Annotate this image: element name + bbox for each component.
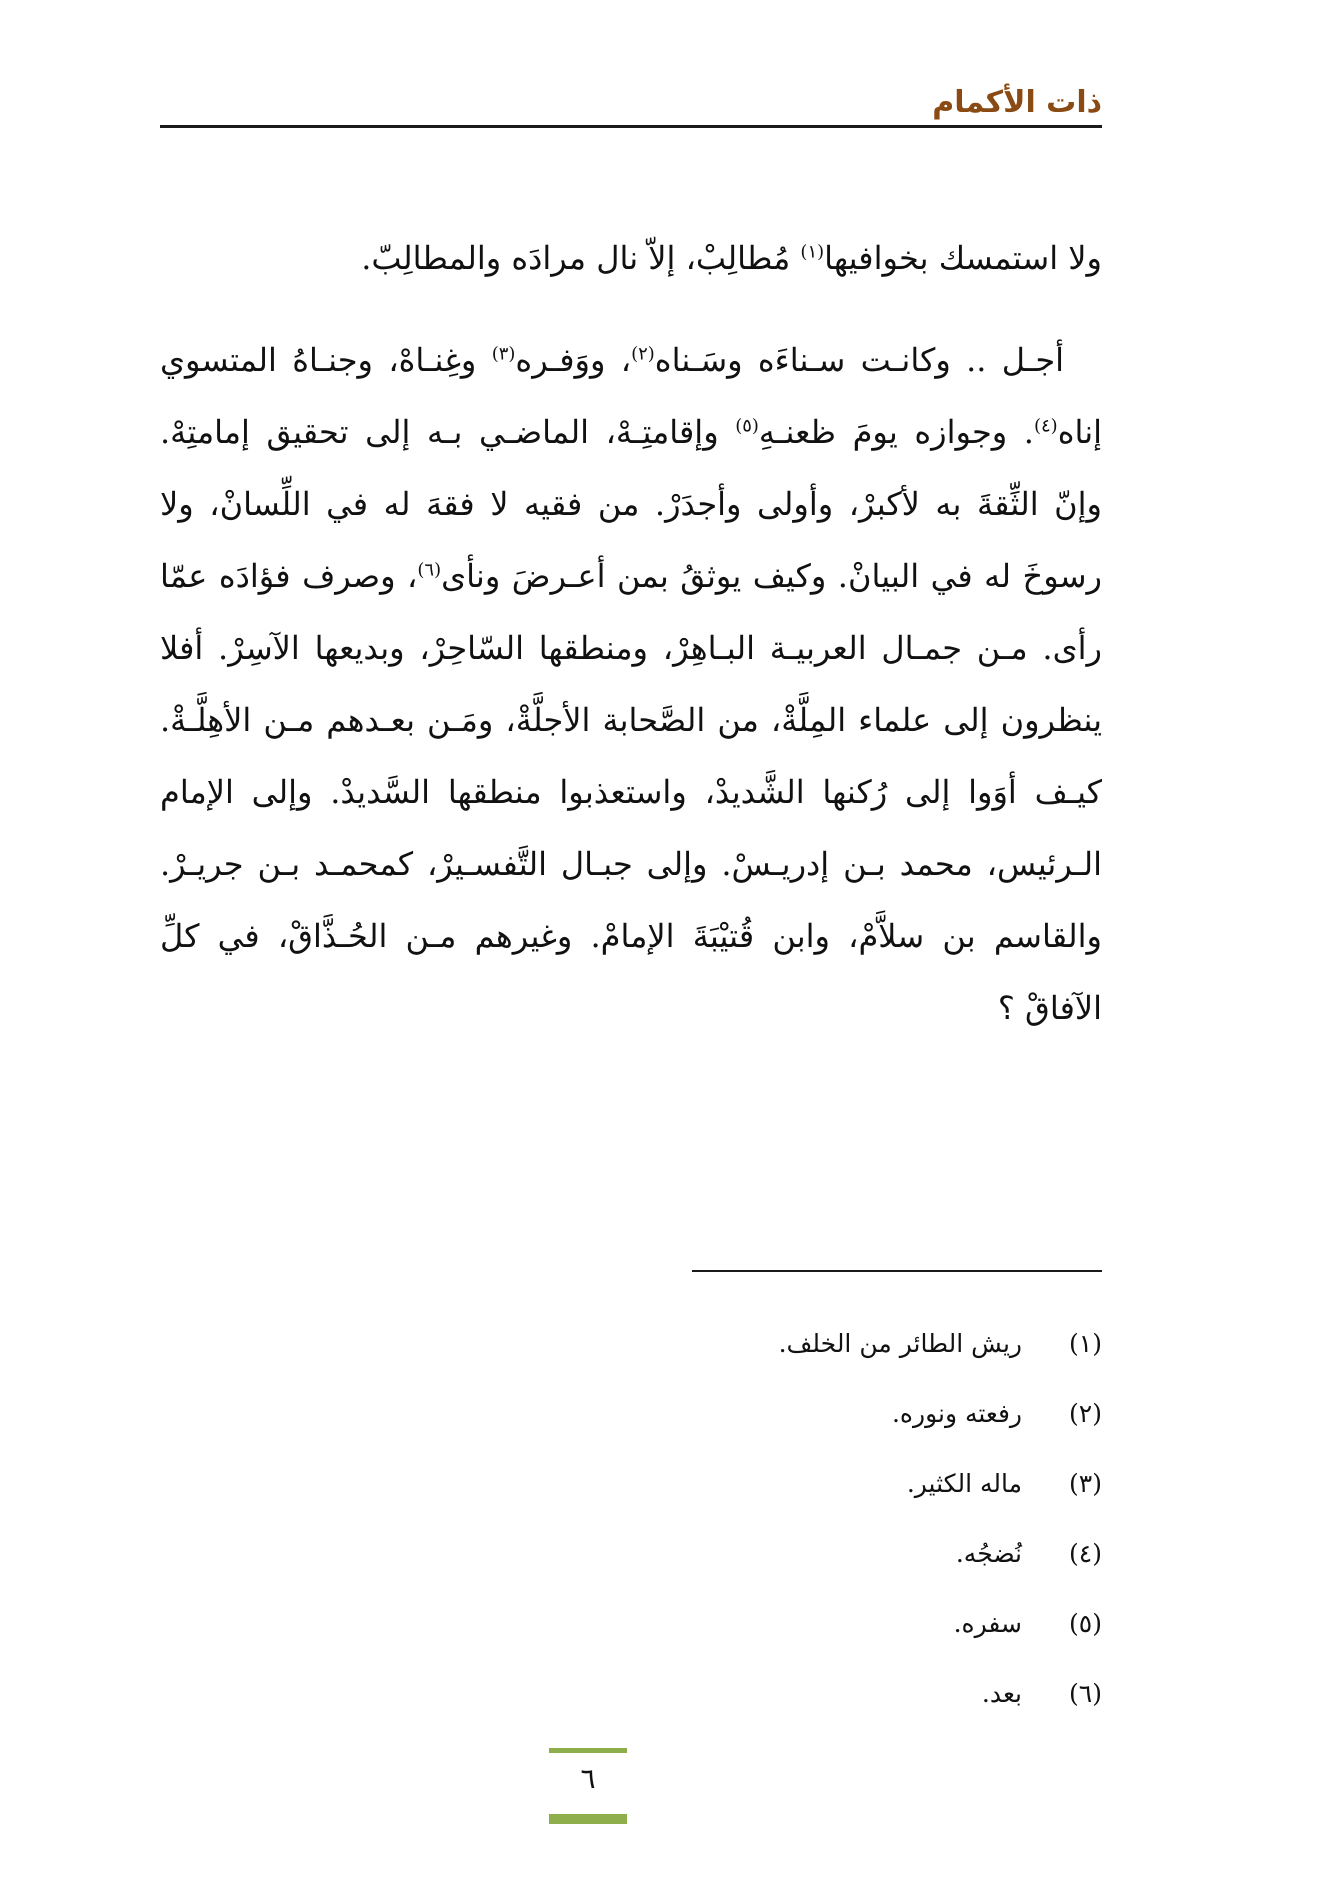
footnote-text: ماله الكثير. — [906, 1468, 1022, 1498]
footnote-ref-1[interactable]: (١) — [800, 241, 825, 263]
footnote-number: (٥) — [1069, 1608, 1102, 1638]
footnote-number: (٢) — [1069, 1398, 1102, 1428]
footnotes-list — [502, 1308, 1102, 1728]
text-run: أجـل .. وكانـت سـناءَه وسَـناه — [654, 341, 1065, 379]
footnote-number: (٦) — [1069, 1678, 1102, 1708]
text-run: وغِنـاهْ، وجنـاهُ المتسوي إناه — [160, 341, 1102, 451]
footnote — [502, 1588, 1102, 1658]
footnote-text: سفره. — [953, 1608, 1022, 1638]
text-run: ، ووَفـره — [515, 341, 632, 379]
footnote-ref-4[interactable]: (٤) — [1033, 415, 1058, 437]
text-run: مُطالِبْ، إلاّ نال مرادَه والمطالِبّ. — [361, 239, 801, 277]
footnote-text: بعد. — [981, 1678, 1022, 1708]
opening-line — [160, 222, 1102, 294]
footnote — [502, 1518, 1102, 1588]
footnote — [502, 1378, 1102, 1448]
page-number: ٦ — [580, 1762, 596, 1795]
header-rule — [160, 125, 1102, 128]
footnote-text: ريش الطائر من الخلف. — [778, 1328, 1022, 1358]
text-run: وإقامتِـهْ، الماضـي بـه إلى تحقيق إمامتِهْ. وإنّ الثِّقةَ به لأكبرْ، وأولى وأجدَرْ. من فقيه لا فقهَ له في اللِّسانْ، ولا رسوخَ له في البيانْ. وكيف يوثقُ بمن أعـرضَ ونأى — [160, 413, 1103, 595]
footnote — [502, 1308, 1102, 1378]
footnote-number: (٣) — [1069, 1468, 1102, 1498]
text-run: . وجوازه يومَ ظعنـهِ — [758, 413, 1034, 451]
page-footer — [549, 1748, 627, 1824]
footnote-text: نُضجُه. — [955, 1538, 1022, 1568]
text-run: ولا استمسك بخوافيها — [824, 239, 1102, 277]
footnote — [502, 1658, 1102, 1728]
footnote — [502, 1448, 1102, 1518]
text-run: ، وصرف فؤادَه عمّا رأى. مـن جمـال العربيـة البـاهِرْ، ومنطقها السّاحِرْ، وبديعها الآسِرْ. أفلا ينظرون إلى علماء المِلَّةْ، من الصَّحابة الأجلَّةْ، ومَـن بعـدهم مـن الأهِلَّـةْ. كيـف أوَوا إلى رُكنها الشَّديدْ، واستعذبوا منطقها السَّديدْ. وإلى الإمام الـرئيس، محمد بـن إدريـسْ. وإلى جبـال التَّفسـيرْ، كمحمـد بـن جريـرْ. والقاسم بن سلاَّمْ، وابن قُتيْبَةَ الإمامْ. وغيرهم مـن الحُـذَّاقْ، في كلِّ الآفاقْ ؟ — [160, 557, 1103, 1027]
footnote-number: (٤) — [1069, 1538, 1102, 1568]
footnote-ref-5[interactable]: (٥) — [735, 415, 759, 437]
footnote-text: رفعته ونوره. — [891, 1398, 1022, 1428]
footer-bar-bottom — [549, 1814, 627, 1824]
footnote-separator — [692, 1270, 1102, 1272]
footnote-ref-2[interactable]: (٢) — [631, 343, 655, 365]
main-text — [160, 222, 1102, 1044]
running-title: ذات الأكمام — [932, 85, 1102, 120]
paragraph — [160, 324, 1102, 1044]
footer-bar-top — [549, 1748, 627, 1753]
footnote-ref-3[interactable]: (٣) — [491, 343, 516, 365]
footnote-number: (١) — [1069, 1328, 1102, 1358]
footnote-ref-6[interactable]: (٦) — [417, 559, 442, 581]
